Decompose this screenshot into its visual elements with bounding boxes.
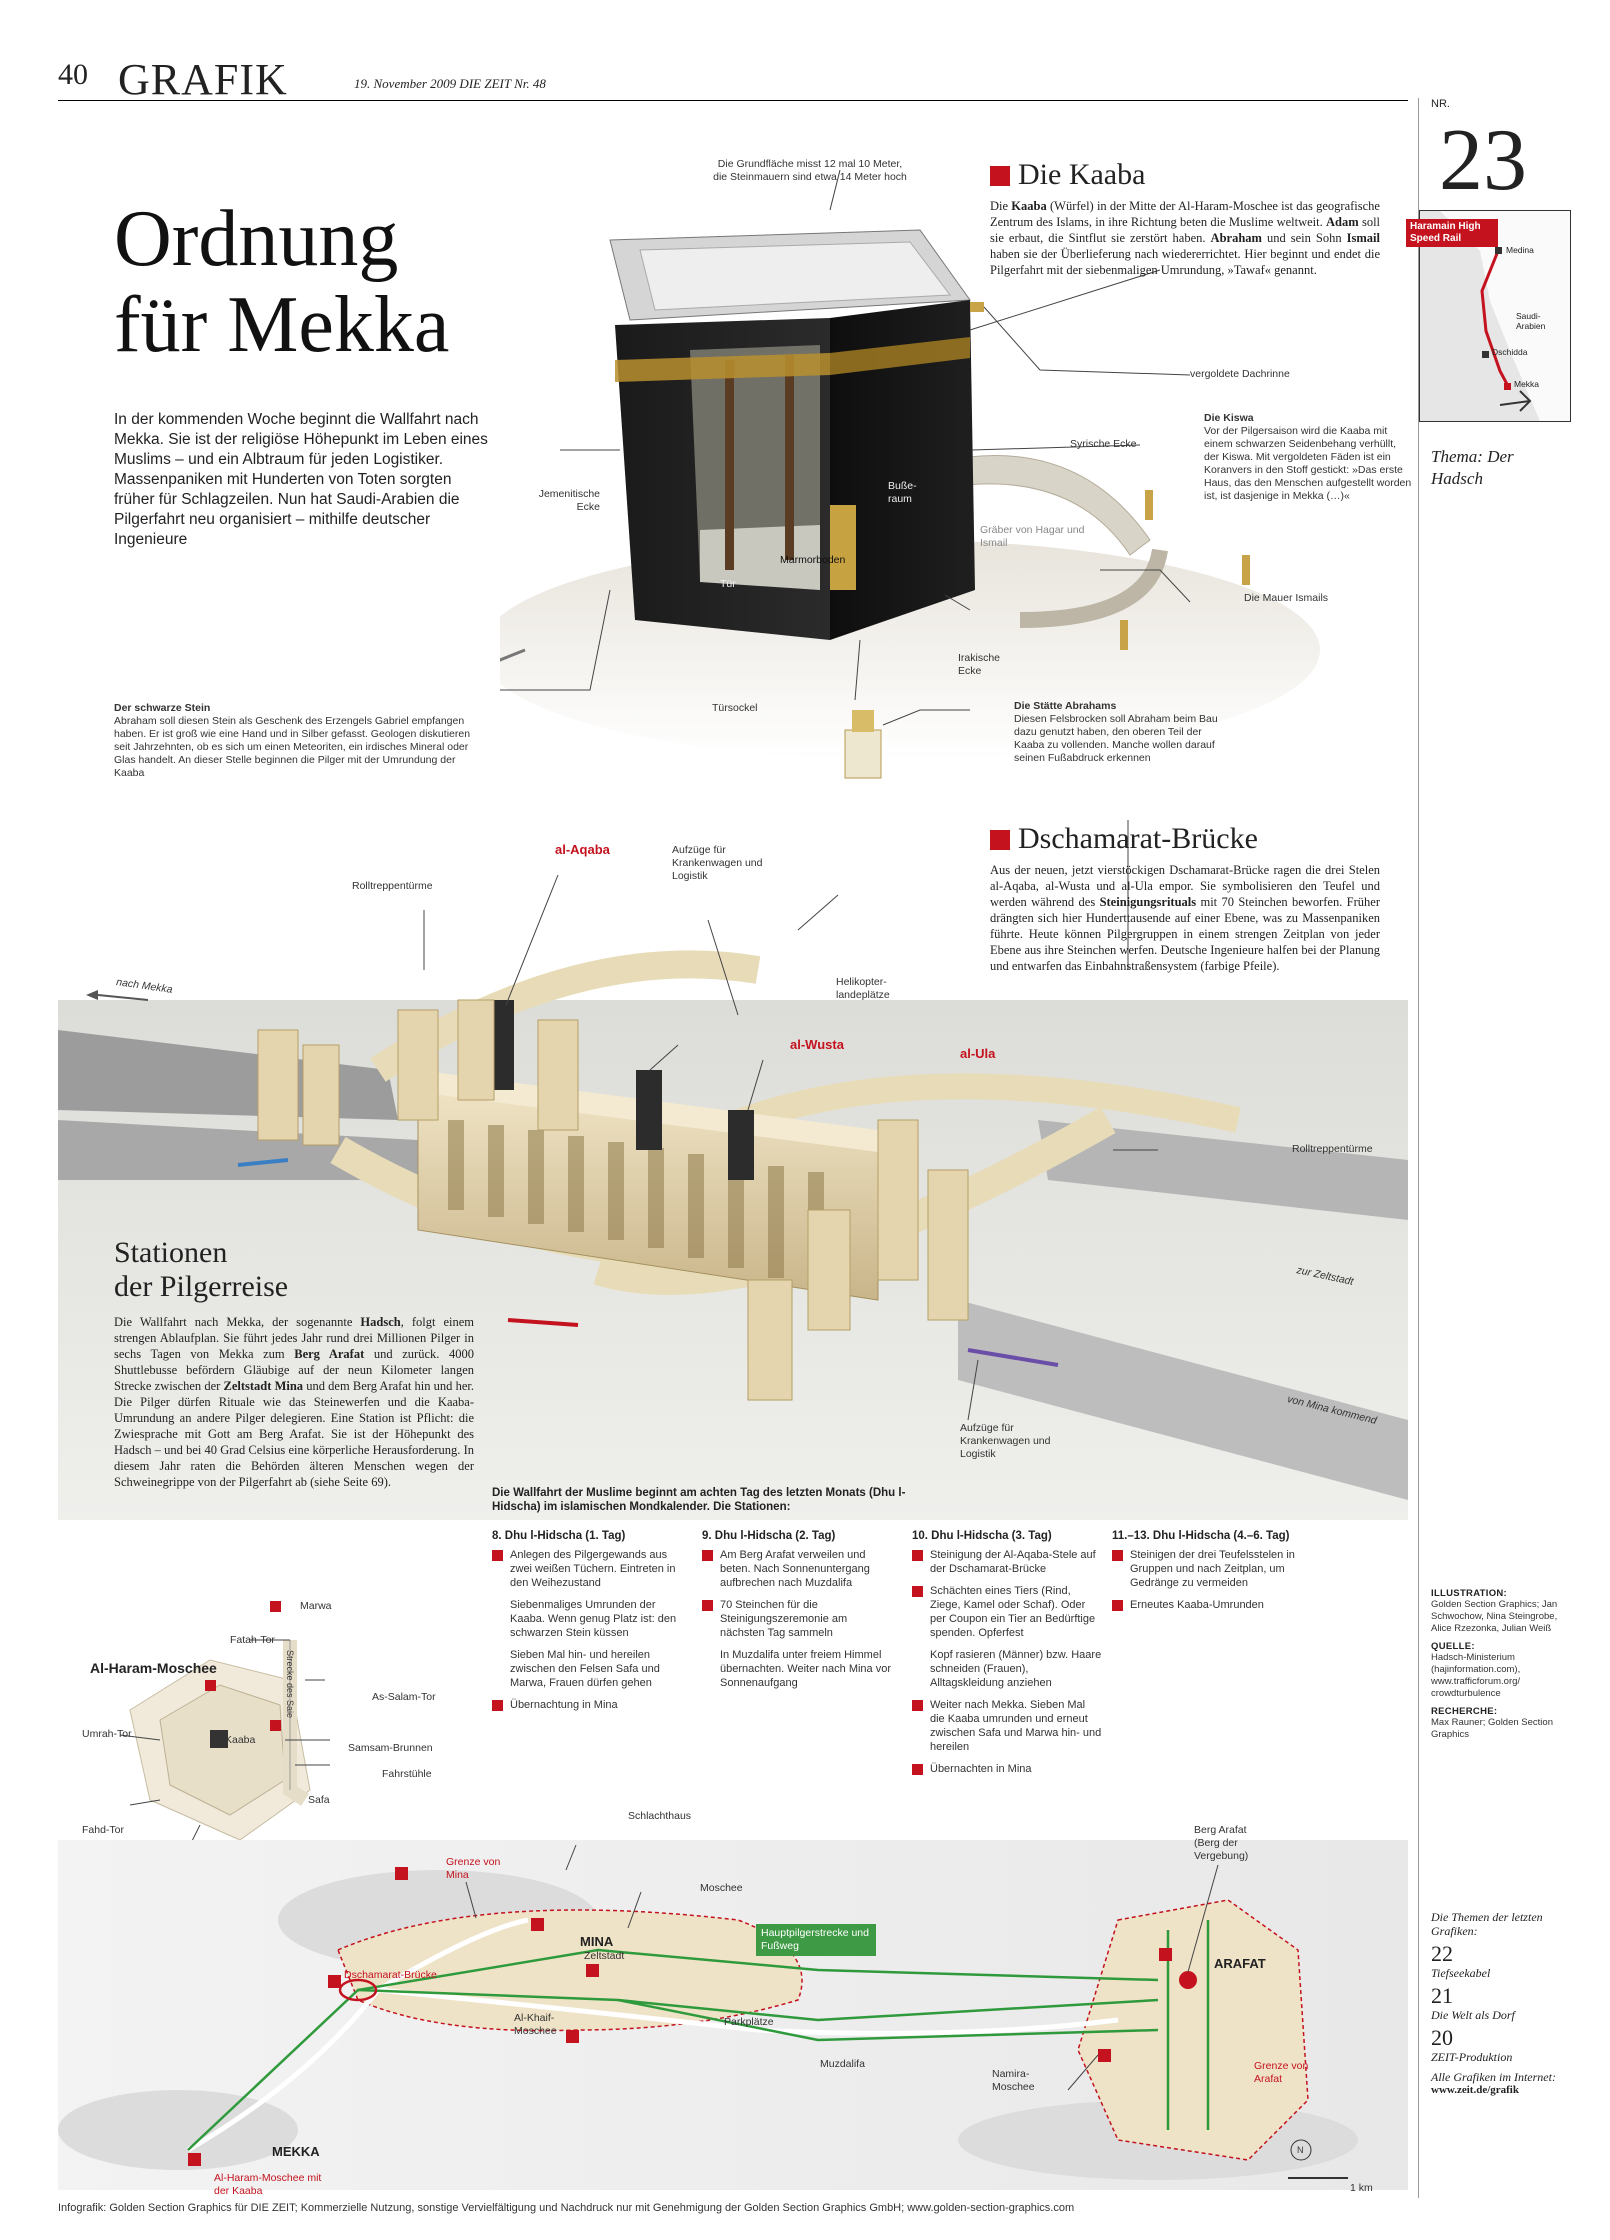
label-mauer-ismails: Die Mauer Ismails — [1244, 592, 1329, 604]
map-label-grenze-arafat: Grenze von Arafat — [1254, 2060, 1309, 2085]
label-marmorboden: Marmorboden — [780, 554, 846, 566]
topic-number: 21 — [1431, 1983, 1453, 2008]
schedule-item: Siebenmaliges Umrunden der Kaaba. Wenn genug Platz ist: den schwarzen Stein küssen — [510, 1599, 677, 1639]
topic-title: ZEIT-Produktion — [1431, 2050, 1513, 2064]
mosque-label-samsam: Samsam-Brunnen — [348, 1742, 433, 1754]
red-square-icon — [912, 1550, 923, 1561]
mosque-label-fatah: Fatah-Tor — [230, 1634, 275, 1646]
grafik-link[interactable]: www.zeit.de/grafik — [1431, 2084, 1519, 2096]
kiswa-annotation: Die Kiswa Vor der Pilgersaison wird die Kaaba mit einem schwarzen Seidenbehang verhüllt, der Kiswa. Mit vergoldeten Fäden ist ein Koranvers in den Stoff gestickt: »Das erste Haus, das den Menschen aufgestellt worden ist, ist dasjenige in Mekka (…)« — [1204, 412, 1412, 502]
schedule-item: 70 Steinchen für die Steinigungszeremonie am nächsten Tag sammeln — [702, 1598, 892, 1640]
mosque-label-safa: Safa — [308, 1794, 330, 1806]
label-al-ula: al-Ula — [960, 1046, 996, 1061]
schedule-item: Erneutes Kaaba-Umrunden — [1112, 1598, 1302, 1612]
issue-number: 23 — [1439, 112, 1527, 209]
dateline: 19. November 2009 DIE ZEIT Nr. 48 — [354, 76, 546, 91]
previous-topics: Die Themen der letzten Grafiken: 22 Tiefseekabel 21 Die Welt als Dorf 20 ZEIT-Produktion Alle Grafiken im Internet: www.zeit.de/grafik — [1431, 1910, 1566, 2096]
section-title: GRAFIK — [118, 55, 288, 104]
label-heli: Helikopter-landeplätze — [836, 976, 890, 1001]
schedule-item: Weiter nach Mekka. Sieben Mal die Kaaba umrunden und erneut zwischen Safa und Marwa hin- und hereilen — [912, 1698, 1102, 1754]
map-scale-label: 1 km — [1350, 2182, 1373, 2194]
page-header — [58, 54, 1408, 104]
footer-credit: Infografik: Golden Section Graphics für DIE ZEIT; Kommerzielle Nutzung, sonstige Vervielfältigung und Nachdruck nur mit Genehmigung der Golden Section Graphics GmbH; www.golden-section-graphics.com — [58, 2202, 1075, 2214]
kaaba-dimension-note: Die Grundfläche misst 12 mal 10 Meter, die Steinmauern sind etwa 14 Meter hoch — [713, 158, 907, 183]
rail-map — [1410, 210, 1571, 422]
schedule-day-title: 9. Dhu l-Hidscha (2. Tag) — [702, 1530, 836, 1542]
schedule-item: Kopf rasieren (Männer) bzw. Haare schneiden (Frauen), Alltagskleidung anziehen — [930, 1649, 1102, 1689]
map-label-hauptpilger: Hauptpilgerstrecke und Fußweg — [756, 1924, 876, 1956]
map-label-schlachthaus: Schlachthaus — [628, 1810, 692, 1822]
rail-map-dschidda: Dschidda — [1492, 347, 1528, 357]
issue-number-label: NR. — [1431, 98, 1450, 110]
schedule-item: Übernachtung in Mina — [492, 1698, 682, 1712]
label-von-mina: von Mina kommend — [1286, 1393, 1378, 1427]
red-square-icon — [1112, 1600, 1123, 1611]
label-rolltreppen-right: Rolltreppentürme — [1292, 1143, 1373, 1155]
bridge-section — [990, 822, 1380, 974]
red-square-icon — [702, 1550, 713, 1561]
topic-title: Tiefseekabel — [1431, 1966, 1491, 1980]
map-label-mekka: MEKKA — [272, 2144, 320, 2159]
bridge-heading: Dschamarat-Brücke — [990, 822, 1380, 856]
mosque-label-marwa: Marwa — [300, 1600, 332, 1612]
map-label-dschamarat: Dschamarat-Brücke — [344, 1969, 437, 1981]
rail-map-saudi: Saudi-Arabien — [1516, 311, 1546, 331]
label-graeber: Gräber von Hagar und Ismail — [980, 524, 1085, 549]
red-square-icon — [912, 1764, 923, 1775]
schedule-day-1 — [492, 1530, 682, 1720]
title-line-1: Ordnung — [114, 195, 399, 283]
topic-number: 22 — [1431, 1941, 1453, 1966]
label-al-aqaba: al-Aqaba — [555, 842, 610, 857]
rail-map-title: Haramain High Speed Rail — [1406, 219, 1498, 247]
topic-title: Die Welt als Dorf — [1431, 2008, 1515, 2022]
mosque-label-fahrstuehle: Fahrstühle — [382, 1768, 432, 1780]
mosque-map-title: Al-Haram-Moschee — [90, 1660, 217, 1676]
intro-text: In der kommenden Woche beginnt die Wallfahrt nach Mekka. Sie ist der religiöse Höhepunkt im Leben eines Muslims – und ein Albtraum für jeden Logistiker. Massenpaniken mit Hunderten von Toten sorgten früher für Schlagzeilen. Nun hat Saudi-Arabien die Pilgerfahrt neu organisiert – mithilfe deutscher Ingenieure — [114, 411, 488, 548]
schwarzer-stein-annotation: Der schwarze Stein Abraham soll diesen Stein als Geschenk des Erzengels Gabriel empfangen haben. Er ist groß wie eine Hand und in Silber gefasst. Geologen diskutieren seit Jahrzehnten, ob es sich um einen Meteoriten, ein irdisches Mineral oder Glas handelt. An dieser Stelle beginnen die Pilger mit der Umrundung der Kaaba — [114, 702, 471, 779]
mosque-label-fahd: Fahd-Tor — [82, 1824, 125, 1836]
stations-text: Die Wallfahrt nach Mekka, der sogenannte Hadsch, folgt einem strengen Ablaufplan. Sie führt jedes Jahr rund drei Millionen Pilger in sechs Tagen von Mekka zum Berg Arafat und zurück. 4000 Shuttlebusse befördern Gläubige auf der neun Kilometer langen Strecke zwischen der Zeltstadt Mina und dem Berg Arafat hin und her. Die Pilger dürfen Rituale wie das Steinewerfen und die Kaaba-Umrundung an andere Pilger delegieren. Eine Station ist Pflicht: die Zwiesprache mit Gott am Berg Arafat. Sie ist der Höhepunkt des Hadsch – und bei 40 Grad Celsius eine körperliche Herausforderung. In diesem Jahr raten die Behörden älteren Menschen wegen der Schweinegrippe von der Pilgerfahrt ab (siehe Seite 69). — [114, 1315, 474, 1489]
label-jemenitische-ecke: Jemenitische Ecke — [538, 488, 600, 513]
label-rolltreppen-left: Rolltreppentürme — [352, 880, 433, 892]
schedule-item: In Muzdalifa unter freiem Himmel übernachten. Weiter nach Mina vor Sonnenaufgang — [720, 1649, 891, 1689]
label-zur-zeltstadt: zur Zeltstadt — [1295, 1264, 1355, 1288]
schedule-day-title: 8. Dhu l-Hidscha (1. Tag) — [492, 1530, 626, 1542]
map-label-muzdalifa: Muzdalifa — [820, 2058, 865, 2070]
map-label-al-khaif: Al-Khaif-Moschee — [514, 2012, 557, 2037]
rail-map-mekka: Mekka — [1514, 379, 1540, 389]
red-square-icon — [702, 1600, 713, 1611]
label-syrische-ecke: Syrische Ecke — [1070, 438, 1137, 450]
schedule-columns — [492, 1530, 1372, 1810]
map-label-grenze-mina: Grenze von Mina — [446, 1856, 501, 1881]
schedule-item: Steinigen der drei Teufelsstelen in Gruppen und nach Zeitplan, um Gedränge zu vermeiden — [1112, 1548, 1302, 1590]
mosque-label-strecke: Strecke des Saie — [285, 1650, 295, 1719]
schedule-day-title: 10. Dhu l-Hidscha (3. Tag) — [912, 1530, 1052, 1542]
stations-section — [114, 1236, 474, 1490]
schedule-item: Steinigung der Al-Aqaba-Stele auf der Dschamarat-Brücke — [912, 1548, 1102, 1576]
thema: Thema: Der Hadsch — [1431, 447, 1514, 488]
schedule-day-3 — [912, 1530, 1102, 1784]
kaaba-heading: Die Kaaba — [990, 158, 1380, 192]
red-square-icon — [912, 1700, 923, 1711]
red-square-icon — [990, 830, 1010, 850]
map-label-al-haram: Al-Haram-Moschee mit der Kaaba — [214, 2172, 322, 2197]
page-title — [114, 196, 449, 368]
schedule-intro: Die Wallfahrt der Muslime beginnt am achten Tag des letzten Monats (Dhu l-Hidscha) im islamischen Mondkalender. Die Stationen: — [492, 1487, 906, 1513]
map-label-namira: Namira-Moschee — [992, 2068, 1035, 2093]
page-number: 40 — [58, 58, 88, 91]
title-line-2: für Mekka — [114, 281, 450, 369]
map-label-berg-arafat: Berg Arafat (Berg der Vergebung) — [1194, 1824, 1249, 1862]
schedule-item: Übernachten in Mina — [912, 1762, 1102, 1776]
mosque-label-umrah: Umrah-Tor — [82, 1728, 132, 1740]
map-label-moschee: Moschee — [700, 1882, 743, 1894]
credits: ILLUSTRATION: Golden Section Graphics; Jan Schwochow, Nina Steingrobe, Alice Rzezonka, Julian Weiß QUELLE: Hadsch-Ministerium (hajinformation.com), www.trafficforum.org/ crowdturbulence RECHERCHE: Max Rauner; Golden Section Graphics — [1431, 1588, 1558, 1740]
red-square-icon — [990, 166, 1010, 186]
abraham-annotation: Die Stätte Abrahams Diesen Felsbrocken soll Abraham beim Bau dazu genutzt haben, den oberen Teil der Kaaba zu vollenden. Manche wollen darauf seinen Fußabdruck erkennen — [1014, 700, 1218, 764]
mosque-label-as-salam: As-Salam-Tor — [372, 1691, 436, 1703]
label-tuersockel: Türsockel — [712, 702, 758, 714]
schedule-day-2 — [702, 1530, 892, 1698]
bridge-text: Aus der neuen, jetzt vierstöckigen Dschamarat-Brücke ragen die drei Stelen al-Aqaba, al-Wusta und al-Ula empor. Sie symbolisieren den Teufel und werden während des Steinigungsrituals mit 70 Steinchen beworfen. Früher drängten sich hier Hunderttausende auf einer Ebene, was zu Massenpaniken führte. Heute können Pilgergruppen in einem strengen Zeitplan von jeder Ebene aus ihre Steinchen werfen. Deutsche Ingenieure halfen bei der Planung und entwarfen das Einbahnstraßensystem (farbige Pfeile). — [990, 863, 1381, 973]
label-tuer: Tür — [720, 578, 736, 590]
topic-number: 20 — [1431, 2025, 1453, 2050]
sidebar — [1410, 98, 1569, 2198]
red-square-icon — [492, 1700, 503, 1711]
mosque-label-kaaba: Kaaba — [225, 1734, 256, 1746]
map-north-label: N — [1297, 2145, 1304, 2155]
label-irakische-ecke: Irakische Ecke — [958, 652, 1001, 677]
schedule-item: Anlegen des Pilgergewands aus zwei weißen Tüchern. Eintreten in den Weihezustand — [492, 1548, 682, 1590]
schedule-item: Sieben Mal hin- und hereilen zwischen den Felsen Safa und Marwa, Frauen dürfen gehen — [510, 1649, 660, 1689]
red-square-icon — [492, 1550, 503, 1561]
rail-map-medina: Medina — [1506, 245, 1534, 255]
map-label-parkplaetze: Parkplätze — [724, 2016, 774, 2028]
red-square-icon — [912, 1586, 923, 1597]
label-al-wusta: al-Wusta — [790, 1037, 844, 1052]
schedule-item: Schächten eines Tiers (Rind, Ziege, Kamel oder Schaf). Oder per Coupon ein Tier an Bedürftige spenden. Opferfest — [912, 1584, 1102, 1640]
schedule-item: Am Berg Arafat verweilen und beten. Nach Sonnenuntergang aufbrechen nach Muzdalifa — [702, 1548, 892, 1590]
map-label-mina: MINA — [580, 1934, 614, 1949]
stations-heading: Stationen der Pilgerreise — [114, 1236, 289, 1303]
label-nach-mekka: nach Mekka — [115, 976, 174, 996]
kaaba-section — [990, 158, 1380, 278]
schedule-day-4 — [1112, 1530, 1302, 1620]
label-busseraum: Buße-raum — [888, 480, 917, 505]
map-label-zeltstadt: Zeltstadt — [584, 1950, 625, 1962]
red-square-icon — [1112, 1550, 1123, 1561]
label-aufzuege-top: Aufzüge für Krankenwagen und Logistik — [672, 844, 763, 882]
map-label-arafat: ARAFAT — [1214, 1956, 1266, 1971]
schedule-day-title: 11.–13. Dhu l-Hidscha (4.–6. Tag) — [1112, 1530, 1290, 1542]
kaaba-text: Die Kaaba (Würfel) in der Mitte der Al-Haram-Moschee ist das geografische Zentrum des Islams, in ihre Richtung beten die Muslime weltweit. Adam soll sie erbaut, die Sintflut sie zerstört haben. Abraham und sein Sohn Ismail haben sie der Überlieferung nach wiedererrichtet. Hier beginnt und endet die Pilgerfahrt mit der siebenmaligen Umrundung, »Tawaf« genannt. — [990, 199, 1381, 277]
label-dachrinne: vergoldete Dachrinne — [1190, 368, 1290, 380]
label-aufzuege-bottom: Aufzüge für Krankenwagen und Logistik — [960, 1422, 1051, 1460]
